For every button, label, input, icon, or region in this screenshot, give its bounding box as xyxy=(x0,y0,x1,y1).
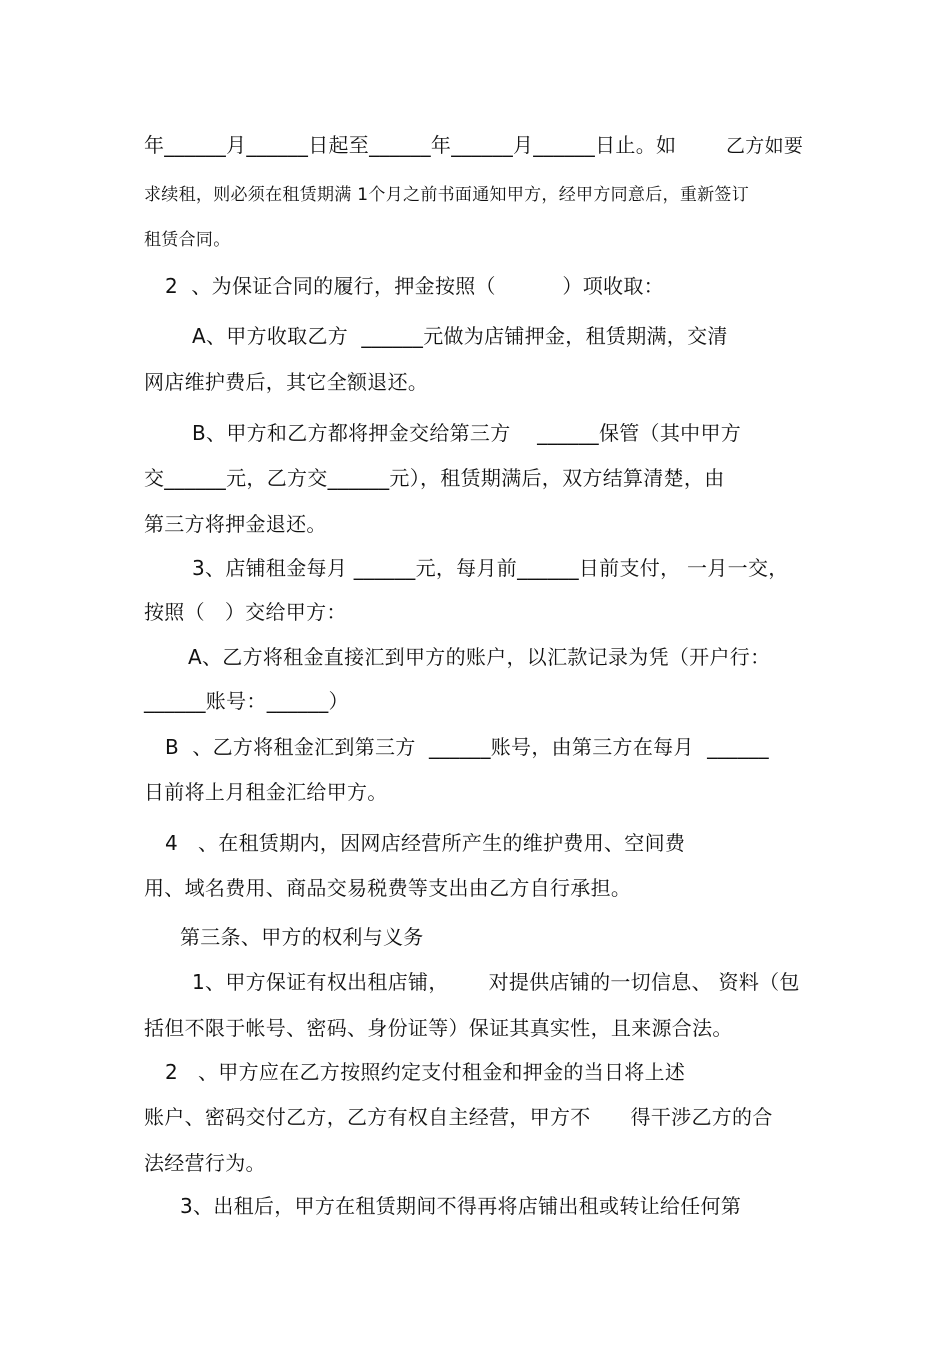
section-heading: 第三条、甲方的权利与义务 xyxy=(180,925,424,949)
text-line: A、甲方收取乙方 ______元做为店铺押金，租赁期满，交清 xyxy=(192,324,728,348)
text-line: 按照（ ）交给甲方： xyxy=(144,600,347,624)
text-line: ______账号：______） xyxy=(144,689,349,713)
text-line: 括但不限于帐号、密码、身份证等）保证其真实性，且来源合法。 xyxy=(144,1016,733,1040)
text-line: 用、域名费用、商品交易税费等支出由乙方自行承担。 xyxy=(144,876,632,900)
text-line: B、甲方和乙方都将押金交给第三方 ______保管（其中甲方 xyxy=(192,421,742,445)
text-line: 3、出租后，甲方在租赁期间不得再将店铺出租或转让给任何第 xyxy=(180,1194,742,1218)
text-line: 网店维护费后，其它全额退还。 xyxy=(144,370,429,394)
text-line: B 、乙方将租金汇到第三方 ______账号，由第三方在每月 ______ xyxy=(165,735,769,759)
text-line: 2 、为保证合同的履行，押金按照（ ）项收取： xyxy=(165,274,664,298)
text-line: 账户、密码交付乙方，乙方有权自主经营，甲方不 得干涉乙方的合 xyxy=(144,1105,773,1129)
text-line: 1、甲方保证有权出租店铺， 对提供店铺的一切信息、 资料（包 xyxy=(192,970,800,994)
text-line: 2 、甲方应在乙方按照约定支付租金和押金的当日将上述 xyxy=(165,1060,686,1084)
text-line: A、乙方将租金直接汇到甲方的账户，以汇款记录为凭（开户行： xyxy=(188,645,771,669)
text-line: 4 、在租赁期内，因网店经营所产生的维护费用、空间费 xyxy=(165,831,686,855)
text-line: 年______月______日起至______年______月______日止。如 xyxy=(144,133,677,157)
text-line: 交______元，乙方交______元），租赁期满后，双方结算清楚，由 xyxy=(144,466,725,490)
text-line: 法经营行为。 xyxy=(144,1151,266,1175)
text-line: 求续租，则必须在租赁期满 1个月之前书面通知甲方，经甲方同意后，重新签订 xyxy=(144,185,750,205)
text-line: 日前将上月租金汇给甲方。 xyxy=(144,780,388,804)
text-line: 租赁合同。 xyxy=(144,230,231,250)
text-line: 第三方将押金退还。 xyxy=(144,512,327,536)
text-line: 3、店铺租金每月 ______元，每月前______日前支付， 一月一交， xyxy=(192,556,789,580)
text-line: 乙方如要 xyxy=(726,135,804,157)
